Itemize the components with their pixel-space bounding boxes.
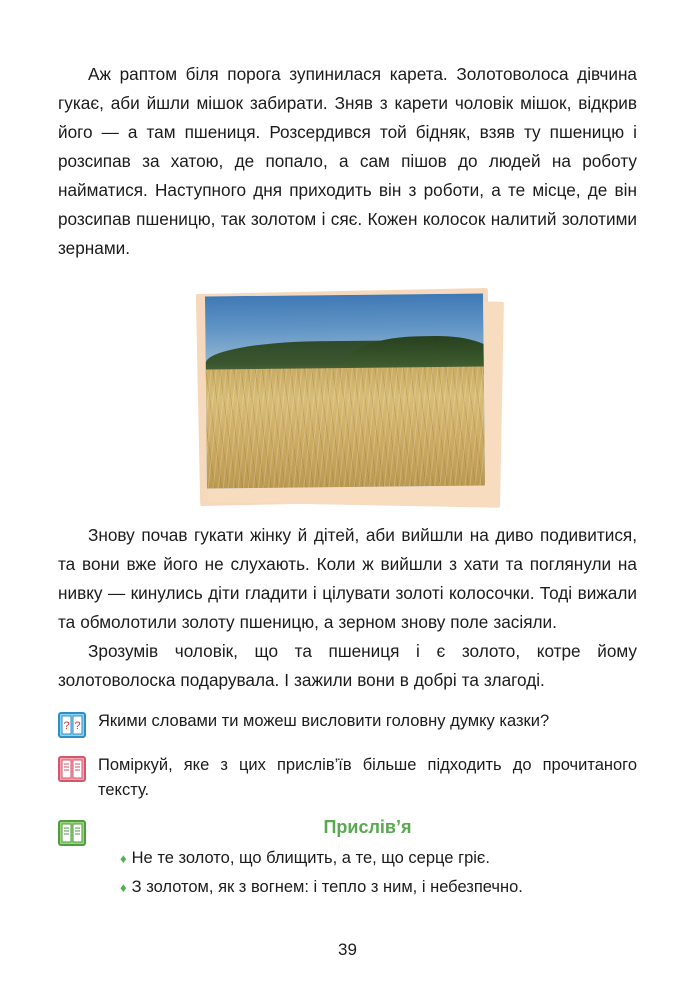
book-think-icon [58, 755, 86, 783]
paragraph-3: Зрозумів чоловік, що та пшениця і є золото, котре йому золотоволоска подарувала. І зажили вони в добрі та злагоді. [58, 641, 637, 690]
illustration-block [58, 285, 637, 513]
diamond-bullet-icon: ♦ [120, 880, 127, 895]
proverbs-block [58, 817, 637, 902]
task-text-2: Поміркуй, яке з цих прислів’їв більше підходить до прочитаного тексту. [98, 756, 637, 799]
svg-text:?: ? [74, 720, 81, 732]
task-text-1: Якими словами ти можеш висловити головну думку казки? [98, 712, 550, 730]
book-question-icon [58, 711, 86, 739]
proverb-text-1: Не те золото, що блищить, а те, що серце гріє. [131, 849, 490, 867]
proverb-line-1 [98, 844, 637, 873]
paragraph-1: Аж раптом біля порога зупинилася карета. Золотоволоса дівчина гукає, аби йшли мішок забирати. Зняв з карети чоловік мішок, відкрив його — а там пшениця. Розсердився той бідняк, взяв ту пшеницю і розсипав за хатою, де попало, а сам пішов до людей на роботу найматися. Наступного дня приходить він з роботи, а те місце, де він розсипав пшеницю, так золотом і сяє. Кожен колосок налитий золотими зернами. [58, 64, 637, 258]
proverbs-heading: Прислів’я [323, 817, 412, 837]
proverb-text-2: З золотом, як з вогнем: і тепло з ним, і небезпечно. [131, 878, 523, 896]
wheat-field-photo [205, 294, 485, 489]
paragraph-2: Знову почав гукати жінку й дітей, аби вийшли на диво подивитися, та вони вже його не слухають. Коли ж вийшли з хати та поглянули на нивку — кинулись діти гладити і цілувати золоті колосочки. Тоді вижали та обмолотили золоту пшеницю, а зерном знову поле засіяли. [58, 525, 637, 632]
diamond-bullet-icon: ♦ [120, 851, 127, 866]
photo-wheat-field [206, 366, 485, 488]
task-item-1 [58, 709, 637, 739]
task-item-2 [58, 753, 637, 803]
svg-text:?: ? [63, 720, 70, 732]
book-green-icon [58, 819, 86, 847]
proverbs-content [98, 817, 637, 902]
proverb-line-2 [98, 873, 637, 902]
page-number: 39 [338, 940, 357, 959]
